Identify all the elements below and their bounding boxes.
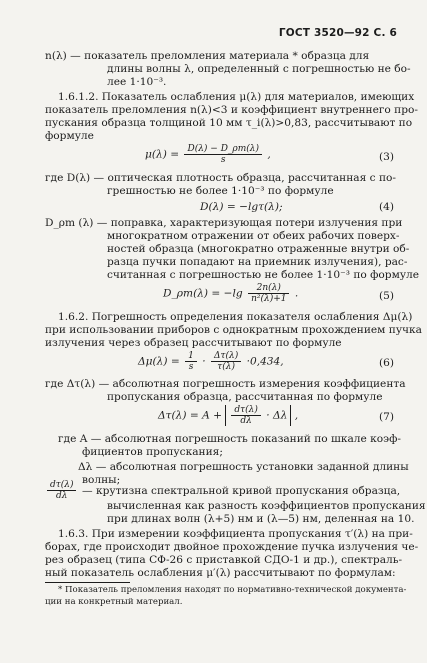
- where-dl-line-1: Δλ — абсолютная погрешность установки заданной длины: [78, 461, 409, 473]
- section-162-line-2: при использовании приборов с однократным прохождением пучка: [45, 324, 422, 336]
- section-163-line-2: борах, где происходит двойное прохождение пучка излучения че-: [45, 541, 419, 553]
- dpm-definition-line-5: считанная с погрешностью не более 1·10⁻³ по формуле: [107, 269, 420, 281]
- equation-7-numerator: dτ(λ): [231, 405, 260, 416]
- equation-5-lhs: D_ρm(λ) = −lg: [163, 287, 243, 300]
- equation-6-dot: ·: [202, 355, 206, 368]
- equation-7-inner-tail: · Δλ: [266, 409, 288, 422]
- equation-6-fraction-1: [185, 351, 197, 372]
- equation-6-fraction-1-numerator: 1: [185, 351, 197, 362]
- equation-7-number: (7): [378, 411, 394, 423]
- dpm-definition-line-1: D_ρm (λ) — поправка, характеризующая потери излучения при: [45, 217, 403, 229]
- equation-7-absolute-value: [225, 405, 291, 426]
- equation-5-tail: .: [294, 287, 299, 300]
- equation-7-tail: ,: [294, 409, 299, 422]
- equation-3-fraction: [184, 144, 261, 165]
- equation-6-tail: ·0,434,: [246, 355, 284, 368]
- where-derivative-line-3: при длинах волн (λ+5) нм и (λ—5) нм, деленная на 10.: [107, 513, 415, 525]
- equation-7-fraction: [231, 405, 260, 426]
- equation-6-number: (6): [378, 357, 394, 369]
- equation-3-tail: ,: [267, 148, 271, 161]
- d-definition-line-2: грешностью не более 1·10⁻³ по формуле: [107, 185, 334, 197]
- derivative-denominator: dλ: [56, 491, 68, 501]
- equation-3-number: (3): [378, 151, 394, 163]
- dpm-definition-line-4: разца пучки попадают на приемник излучения), рас-: [107, 256, 408, 268]
- section-1612-line-1: 1.6.1.2. Показатель ослабления μ(λ) для материалов, имеющих: [58, 91, 415, 103]
- equation-6-fraction-2-denominator: τ(λ): [217, 362, 235, 372]
- section-163-line-1: 1.6.3. При измерении коэффициента пропускания τ′(λ) на при-: [58, 528, 413, 540]
- equation-7-denominator: dλ: [240, 416, 252, 426]
- equation-6-fraction-2: [211, 351, 241, 372]
- section-162-line-3: излучения через образец рассчитывают по формуле: [45, 337, 342, 349]
- footnote-line-2: ции на конкретный материал.: [45, 597, 183, 607]
- equation-6-lhs: Δμ(λ) =: [138, 355, 180, 368]
- equation-5-fraction: [248, 283, 289, 304]
- equation-5: [163, 283, 298, 304]
- where-dl-line-2: волны;: [82, 474, 121, 486]
- where-derivative-line-1: — крутизна спектральной кривой пропускания образца,: [82, 485, 401, 497]
- footnote-line-1: * Показатель преломления находят по нормативно-технической документа-: [58, 585, 407, 595]
- section-163-line-4: ный показатель ослабления μ′(λ) рассчитывают по формулам:: [45, 567, 396, 579]
- equation-5-denominator: n²(λ)+1: [251, 294, 287, 304]
- equation-4-number: (4): [378, 201, 394, 213]
- dtau-definition-line-1: где Δτ(λ) — абсолютная погрешность измерения коэффициента: [45, 378, 406, 390]
- dtau-definition-line-2: пропускания образца, рассчитанная по формуле: [107, 391, 383, 403]
- dpm-definition-line-3: ностей образца (многократно отраженные внутри об-: [107, 243, 410, 255]
- section-1612-line-4: формуле: [45, 130, 94, 142]
- equation-3-lhs: μ(λ) =: [145, 148, 180, 161]
- page-header: ГОСТ 3520—92 С. 6: [278, 27, 397, 39]
- section-1612-line-3: пускания образца толщиной 10 мм τ_i(λ)>0,83, рассчитывают по: [45, 117, 413, 129]
- equation-5-numerator: 2n(λ): [248, 283, 289, 294]
- section-1612-line-2: показатель преломления n(λ)<3 и коэффициент внутреннего про-: [45, 104, 418, 116]
- equation-3-denominator: s: [220, 155, 226, 165]
- n-definition-line-3: лее 1·10⁻³.: [107, 76, 167, 88]
- where-derivative-symbol: [45, 480, 78, 501]
- equation-6: [138, 351, 284, 372]
- equation-3: [145, 144, 271, 165]
- equation-5-number: (5): [378, 290, 394, 302]
- equation-6-fraction-1-denominator: s: [188, 362, 194, 372]
- footnote-divider: [45, 582, 130, 583]
- equation-6-fraction-2-numerator: Δτ(λ): [211, 351, 241, 362]
- section-163-line-3: рез образец (типа СФ-26 с приставкой СДО-1 и др.), спектраль-: [45, 554, 403, 566]
- derivative-numerator: dτ(λ): [47, 480, 76, 491]
- dpm-definition-line-2: многократном отражении от обеих рабочих поверх-: [107, 230, 400, 242]
- derivative-fraction: [47, 480, 76, 501]
- n-definition-line-2: длины волны λ, определенный с погрешностью не бо-: [107, 63, 411, 75]
- where-derivative-line-2: вычисленная как разность коэффициентов пропускания: [107, 500, 426, 512]
- n-definition-line-1: n(λ) — показатель преломления материала * образца для: [45, 50, 370, 62]
- equation-3-numerator: D(λ) − D_ρm(λ): [184, 144, 261, 155]
- section-162-line-1: 1.6.2. Погрешность определения показателя ослабления Δμ(λ): [58, 311, 413, 323]
- equation-7-lhs: Δτ(λ) = A +: [158, 409, 222, 422]
- equation-7: [158, 405, 298, 426]
- equation-4: D(λ) = −lgτ(λ);: [200, 201, 283, 213]
- d-definition-line-1: где D(λ) — оптическая плотность образца, рассчитанная с по-: [45, 172, 396, 184]
- where-a-line-1: где A — абсолютная погрешность показаний по шкале коэф-: [58, 433, 401, 445]
- where-a-line-2: фициентов пропускания;: [82, 446, 223, 458]
